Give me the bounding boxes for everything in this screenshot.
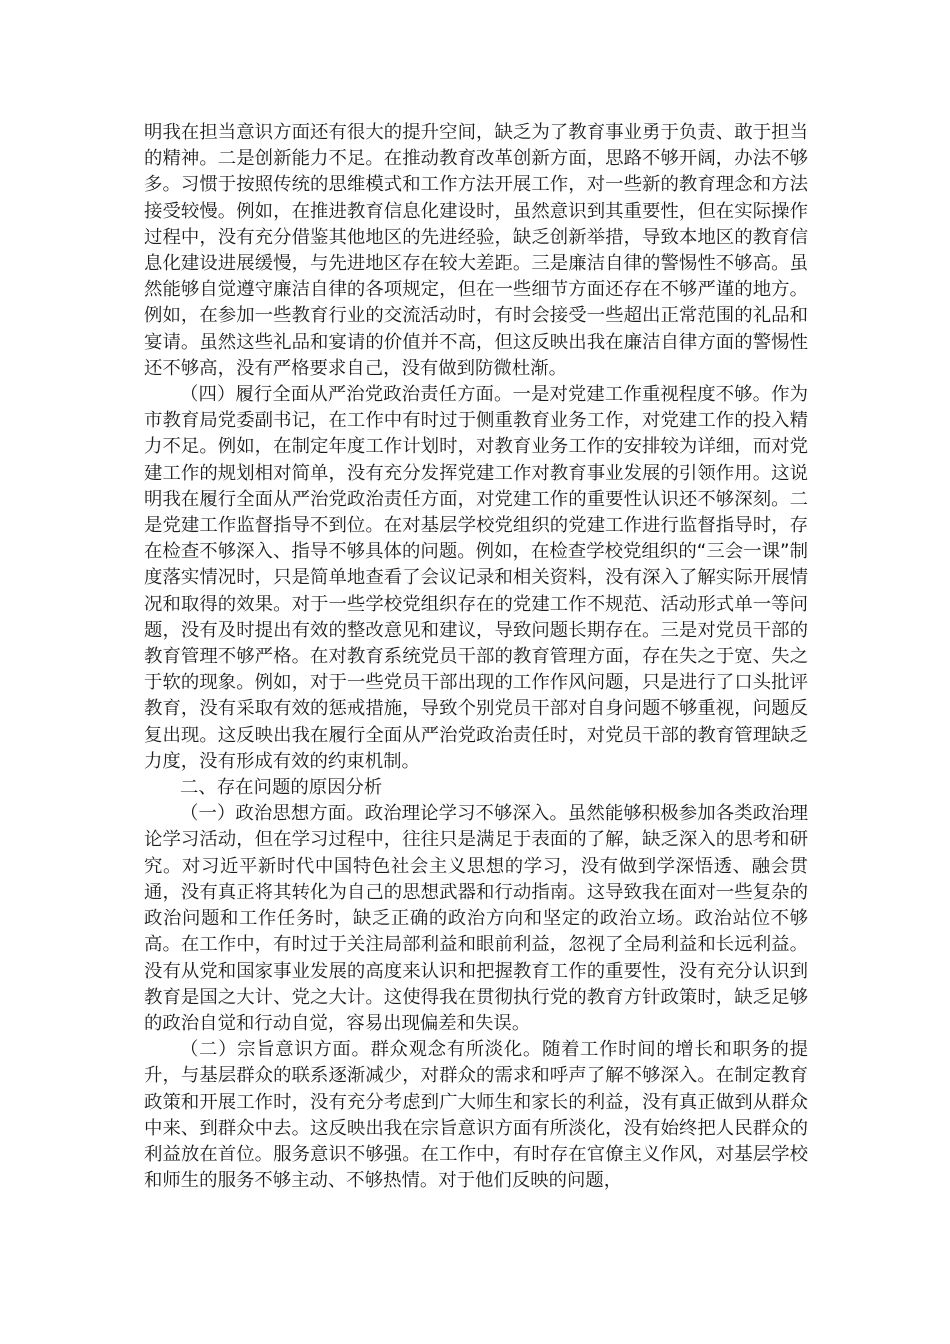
- paragraph-continuation: 明我在担当意识方面还有很大的提升空间，缺乏为了教育事业勇于负责、敢于担当的精神。二是创新能力不足。在推动教育改革创新方面，思路不够开阔，办法不够多。习惯于按照传统的思维模式和工作方法开展工作，对一些新的教育理念和方法接受较慢。例如，在推进教育信息化建设时，虽然意识到其重要性，但在实际操作过程中，没有充分借鉴其他地区的先进经验，缺乏创新举措，导致本地区的教育信息化建设进展缓慢，与先进地区存在较大差距。三是廉洁自律的警惕性不够高。虽然能够自觉遵守廉洁自律的各项规定，但在一些细节方面还存在不够严谨的地方。例如，在参加一些教育行业的交流活动时，有时会接受一些超出正常范围的礼品和宴请。虽然这些礼品和宴请的价值并不高，但这反映出我在廉洁自律方面的警惕性还不够高，没有严格要求自己，没有做到防微杜渐。: [144, 122, 808, 379]
- paragraph-section-4: （四）履行全面从严治党政治责任方面。一是对党建工作重视程度不够。作为市教育局党委副书记，在工作中有时过于侧重教育业务工作，对党建工作的投入精力不足。例如，在制定年度工作计划时，对教育业务工作的安排较为详细，而对党建工作的规划相对简单，没有充分发挥党建工作对教育事业发展的引领作用。这说明我在履行全面从严治党政治责任方面，对党建工作的重要性认识还不够深刻。二是党建工作监督指导不到位。在对基层学校党组织的党建工作进行监督指导时，存在检查不够深入、指导不够具体的问题。例如，在检查学校党组织的“三会一课”制度落实情况时，只是简单地查看了会议记录和相关资料，没有深入了解实际开展情况和取得的效果。对于一些学校党组织存在的党建工作不规范、活动形式单一等问题，没有及时提出有效的整改意见和建议，导致问题长期存在。三是对党员干部的教育管理不够严格。在对教育系统党员干部的教育管理方面，存在失之于宽、失之于软的现象。例如，对于一些党员干部出现的工作作风问题，只是进行了口头批评教育，没有采取有效的惩戒措施，导致个别党员干部对自身问题不够重视，问题反复出现。这反映出我在履行全面从严治党政治责任时，对党员干部的教育管理缺乏力度，没有形成有效的约束机制。: [144, 384, 808, 772]
- section-heading-cause-analysis: 二、存在问题的原因分析: [180, 777, 383, 799]
- paragraph-purpose-awareness: （二）宗旨意识方面。群众观念有所淡化。随着工作时间的增长和职务的提升，与基层群众的联系逐渐减少，对群众的需求和呼声了解不够深入。在制定教育政策和开展工作时，没有充分考虑到广大师生和家长的利益，没有真正做到从群众中来、到群众中去。这反映出我在宗旨意识方面有所淡化，没有始终把人民群众的利益放在首位。服务意识不够强。在工作中，有时存在官僚主义作风，对基层学校和师生的服务不够主动、不够热情。对于他们反映的问题，: [144, 1039, 808, 1192]
- document-body: [144, 120, 808, 1194]
- paragraph-political-thought: （一）政治思想方面。政治理论学习不够深入。虽然能够积极参加各类政治理论学习活动，但在学习过程中，往往只是满足于表面的了解，缺乏深入的思考和研究。对习近平新时代中国特色社会主义思想的学习，没有做到学深悟透、融会贯通，没有真正将其转化为自己的思想武器和行动指南。这导致我在面对一些复杂的政治问题和工作任务时，缺乏正确的政治方向和坚定的政治立场。政治站位不够高。在工作中，有时过于关注局部利益和眼前利益，忽视了全局利益和长远利益。没有从党和国家事业发展的高度来认识和把握教育工作的重要性，没有充分认识到教育是国之大计、党之大计。这使得我在贯彻执行党的教育方针政策时，缺乏足够的政治自觉和行动自觉，容易出现偏差和失误。: [144, 803, 808, 1034]
